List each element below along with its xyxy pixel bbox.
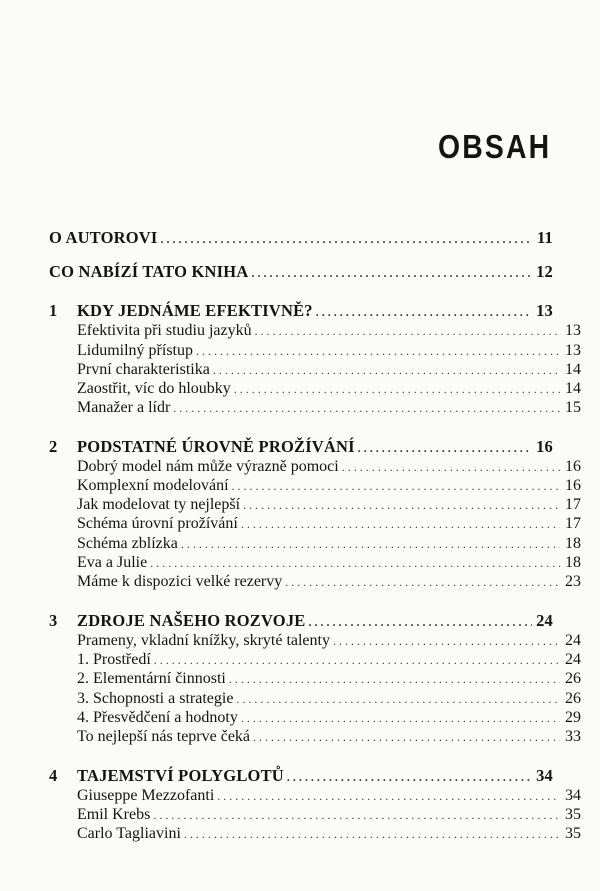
entry-page: 12 [536, 262, 553, 281]
chapter-number: 4 [49, 766, 58, 785]
entry-page: 35 [565, 825, 581, 842]
entry-page: 15 [565, 399, 581, 416]
toc-subentry[interactable] [49, 571, 581, 593]
entry-page: 16 [565, 477, 581, 494]
entry-title: Carlo Tagliavini [77, 825, 181, 842]
leader-dots [184, 823, 560, 845]
entry-page: 16 [536, 437, 553, 456]
entry-page: 26 [565, 670, 581, 687]
entry-page: 17 [565, 496, 581, 513]
entry-title: Jak modelovat ty nejlepší [77, 496, 241, 513]
toc-subentry[interactable] [49, 513, 581, 535]
entry-page: 34 [565, 787, 581, 804]
chapter-number: 2 [49, 437, 58, 456]
entry-title: Lidumilný přístup [77, 342, 193, 359]
entry-title: 1. Prostředí [77, 651, 151, 668]
entry-title: Zaostřit, víc do hloubky [77, 380, 231, 397]
entry-title: To nejlepší nás teprve čeká [77, 728, 251, 745]
toc-entry[interactable] [49, 227, 553, 249]
leader-dots [255, 320, 560, 342]
entry-page: 23 [565, 573, 581, 590]
entry-page: 13 [565, 322, 581, 339]
entry-title: KDY JEDNÁME EFEKTIVNĚ? [77, 301, 313, 320]
entry-title: Emil Krebs [77, 806, 151, 823]
entry-page: 29 [565, 709, 581, 726]
entry-title: Eva a Julie [77, 554, 148, 571]
toc-chapter[interactable] [49, 436, 553, 458]
chapter-number: 1 [49, 301, 58, 320]
entry-title: Efektivita při studiu jazyků [77, 322, 252, 339]
entry-title: Dobrý model nám může výrazně pomoci [77, 458, 339, 475]
entry-title: Komplexní modelování [77, 477, 229, 494]
entry-page: 34 [536, 766, 553, 785]
entry-title: Máme k dispozici velké rezervy [77, 573, 283, 590]
entry-title: O AUTOROVI [49, 228, 158, 247]
entry-title: PODSTATNÉ ÚROVNĚ PROŽÍVÁNÍ [77, 437, 355, 456]
entry-page: 24 [536, 611, 553, 630]
entry-page: 18 [565, 554, 581, 571]
entry-title: 2. Elementární činnosti [77, 670, 226, 687]
toc-subentry[interactable] [49, 397, 581, 419]
entry-title: 3. Schopnosti a strategie [77, 690, 234, 707]
entry-page: 14 [565, 361, 581, 378]
entry-title: Schéma zblízka [77, 535, 178, 552]
entry-title: Schéma úrovní prožívání [77, 515, 238, 532]
entry-page: 16 [565, 458, 581, 475]
toc-subentry[interactable] [49, 823, 581, 845]
toc-entry[interactable] [49, 261, 553, 283]
entry-title: ZDROJE NAŠEHO ROZVOJE [77, 611, 306, 630]
leader-dots [285, 571, 560, 593]
leader-dots [229, 668, 560, 690]
leader-dots [253, 726, 560, 748]
entry-page: 24 [565, 651, 581, 668]
toc-chapter[interactable] [49, 300, 553, 322]
toc-subentry[interactable] [49, 668, 581, 690]
entry-title: CO NABÍZÍ TATO KNIHA [49, 262, 249, 281]
entry-title: 4. Přesvědčení a hodnoty [77, 709, 238, 726]
entry-title: Giuseppe Mezzofanti [77, 787, 215, 804]
leader-dots [161, 228, 532, 250]
entry-title: Prameny, vkladní knížky, skryté talenty [77, 632, 330, 649]
entry-page: 26 [565, 690, 581, 707]
entry-page: 33 [565, 728, 581, 745]
entry-page: 24 [565, 632, 581, 649]
leader-dots [241, 513, 560, 535]
toc-chapter[interactable] [49, 610, 553, 632]
entry-page: 11 [537, 228, 553, 247]
entry-page: 13 [536, 301, 553, 320]
leader-dots [173, 397, 560, 419]
leader-dots [251, 262, 532, 284]
entry-title: Manažer a lídr [77, 399, 171, 416]
entry-page: 14 [565, 380, 581, 397]
toc-subentry[interactable] [49, 726, 581, 748]
entry-page: 17 [565, 515, 581, 532]
toc-chapter[interactable] [49, 765, 553, 787]
chapter-number: 3 [49, 611, 58, 630]
entry-page: 35 [565, 806, 581, 823]
entry-title: TAJEMSTVÍ POLYGLOTŮ [77, 766, 284, 785]
toc-subentry[interactable] [49, 320, 581, 342]
page-title: OBSAH [438, 128, 552, 165]
entry-page: 13 [565, 342, 581, 359]
entry-page: 18 [565, 535, 581, 552]
entry-title: První charakteristika [77, 361, 210, 378]
